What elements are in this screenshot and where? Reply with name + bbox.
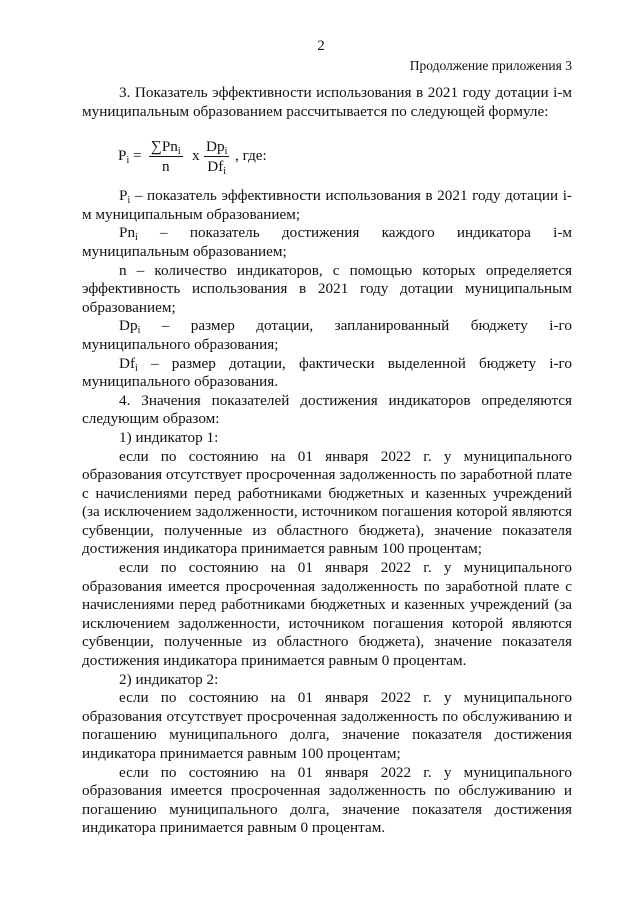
indicator-2-case-1: если по состоянию на 01 января 2022 г. у муниципального образования отсутствует просроченная задолженность по обслуживанию и погашению муниципального долга, значение показателя достижения индикатора принимается равным 100 процентам;: [82, 689, 572, 762]
definition-dpi-sub: i: [137, 325, 141, 337]
formula-sum-sub: i: [177, 146, 181, 158]
definition-dfi-text: – размер дотации, фактически выделенной бюджету i-го муниципального образования.: [82, 354, 572, 391]
definition-dpi: [82, 317, 572, 354]
section-3-intro: 3. Показатель эффективности использования в 2021 году дотации i-м муниципальным образованием рассчитывается по следующей формуле:: [82, 84, 572, 120]
formula-times: x: [192, 147, 200, 165]
definition-pi-symbol: P: [119, 187, 128, 205]
definition-dfi: [82, 355, 572, 392]
definition-pi: [82, 187, 572, 224]
definition-pni-sub: i: [135, 232, 138, 244]
formula-df-symbol: Df: [207, 158, 224, 176]
definition-dpi-symbol: Dp: [119, 317, 138, 335]
definition-n: n – количество индикаторов, с помощью которых определяется эффективность использования в 2021 году дотации муниципальным образованием;: [82, 261, 572, 316]
formula-sum-numerator: [149, 138, 183, 157]
definition-pni-text: – показатель достижения каждого индикатора i-м муниципальным образованием;: [82, 224, 572, 260]
formula: [82, 134, 572, 180]
formula-lhs: [118, 147, 142, 165]
indicator-1-case-1: если по состоянию на 01 января 2022 г. у муниципального образования отсутствует просроченная задолженность по заработной плате с начислениями перед работниками бюджетных и казенных учреждений (за исключением задолженности, источником погашения которой являются субвенции, полученные из областного бюджета), значение показателя достижения индикатора принимается равным 100 процентам;: [82, 447, 572, 558]
formula-equals: =: [133, 147, 142, 165]
formula-sum-denominator: n: [162, 158, 170, 176]
definition-dpi-text: – размер дотации, запланированный бюджету i-го муниципального образования;: [82, 317, 572, 353]
indicator-1-title: 1) индикатор 1:: [119, 428, 219, 446]
formula-df-sub: i: [223, 166, 227, 178]
formula-dp-sub: i: [224, 146, 228, 158]
definition-dfi-symbol: Df: [119, 354, 136, 372]
formula-lhs-symbol: P: [118, 147, 127, 165]
definition-dfi-sub: i: [135, 362, 138, 374]
formula-fraction-sum: [149, 138, 183, 175]
formula-fraction-dp-df: [204, 138, 229, 178]
definition-pi-text: – показатель эффективности использования в 2021 году дотации i-м муниципальным образованием;: [82, 187, 572, 223]
formula-df-denominator: [204, 157, 229, 178]
document-page: [82, 38, 572, 838]
formula-lhs-sub: i: [126, 155, 130, 167]
indicator-2-case-2: если по состоянию на 01 января 2022 г. у муниципального образования имеется просроченная задолженность по обслуживанию и погашению муниципального долга, значение показателя достижения индикатора принимается равным 0 процентам.: [82, 763, 572, 837]
formula-dp-symbol: Dp: [206, 138, 225, 156]
definition-pni: [82, 224, 572, 261]
continuation-note: Продолжение приложения 3: [409, 58, 572, 73]
formula-tail: , где:: [235, 147, 267, 165]
indicator-2-title: 2) индикатор 2:: [119, 670, 219, 688]
indicator-1-case-2: если по состоянию на 01 января 2022 г. у муниципального образования имеется просроченная задолженность по заработной плате с начислениями перед работниками бюджетных и казенных учреждений (за исключением задолженности, источником погашения которой являются субвенции, полученные из областного бюджета), значение показателя достижения индикатора принимается равным 0 процентам.: [82, 559, 572, 670]
formula-dp-numerator: [204, 138, 229, 157]
page-number: 2: [317, 38, 325, 54]
formula-sum-symbol: ∑Pn: [151, 138, 178, 156]
definition-pni-symbol: Pn: [119, 224, 136, 242]
section-4-intro: 4. Значения показателей достижения индикаторов определяются следующим образом:: [82, 391, 572, 428]
definition-pi-sub: i: [127, 195, 131, 207]
